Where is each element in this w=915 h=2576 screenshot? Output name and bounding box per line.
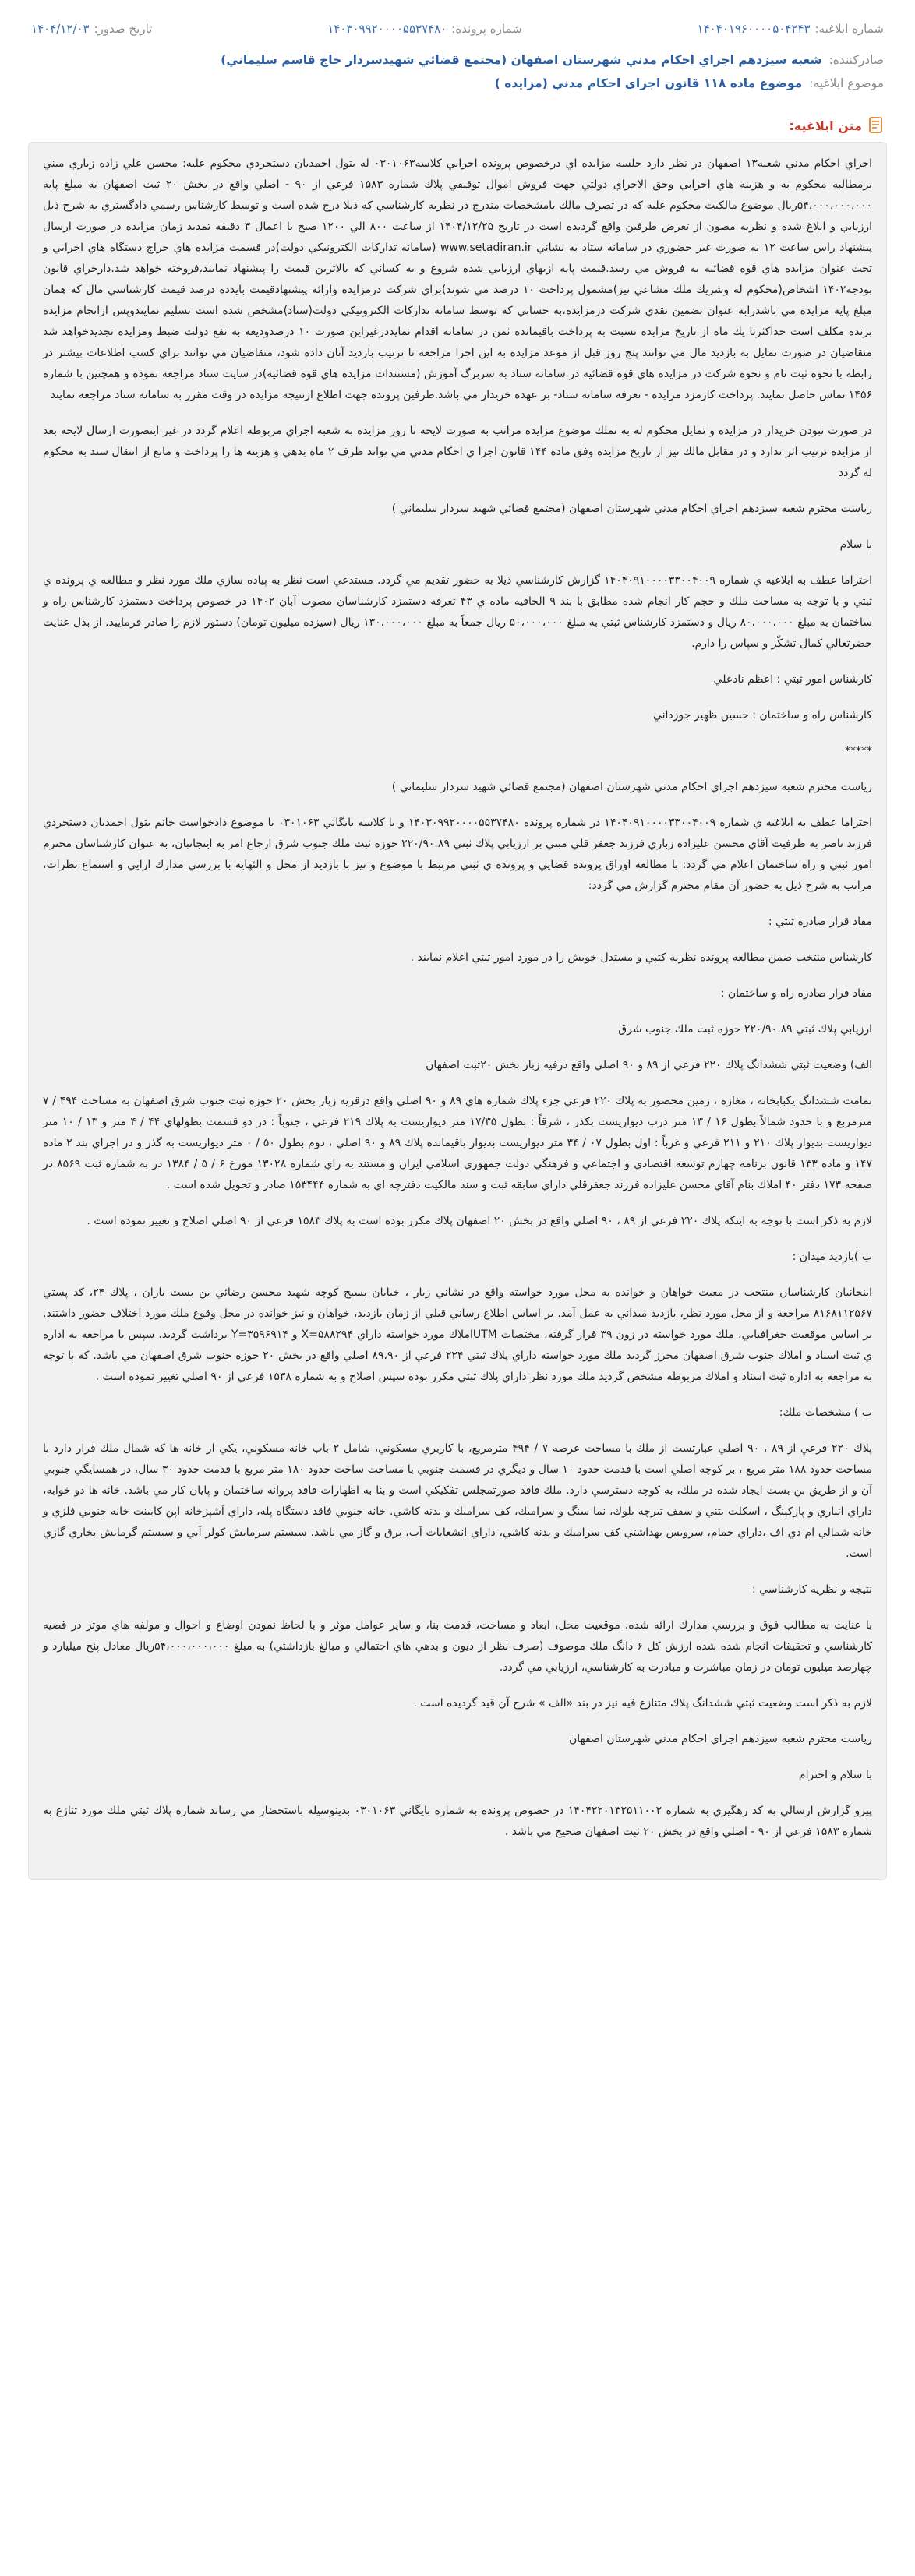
notice-paragraph: ***** [845,745,872,757]
body-title: متن ابلاغیه: [789,118,862,133]
notice-paragraph: اينجانبان كارشناسان منتخب در معيت خواهان و خوانده به محل مورد خواسته واقع در نشاني زبار ، خيابان بسيج كوچه شهيد محسن رضائي بن بست باران ، پلاك ۲۴، كد پستي ۸۱۶۸۱۱۲۵۶۷ مراجعه و از محل مورد نظر، بازديد ميداني به عمل آمد. بر اساس اطلاع رساني قبلي از زمان بازديد، خواهان و نيز خوانده در محل وقوع ملك مورد اختلاف حضور داشتند. بر اساس موقعيت جغرافيايي، ملك مورد خواسته در زون ۳۹ قرار گرفته، مختصات UTMاملاك مورد خواسته داراي X=۵۸۸۲۹۴ و Y=۳۵۹۶۹۱۴ برداشت گرديد. سپس با مراجعه به اداره ي ثبت اسناد و املاك جنوب شرق اصفهان محرز گرديد ملك مورد خواسته داراي پلاك ثبتي ۲۲۴ فرعي از ۸۹،۹۰ اصلي واقع در بخش ۲۰ حوزه جنوب شرق اصفهان مي باشد. كه با توجه به مراجعه به اداره ثبت اسناد و املاك مربوطه مشخص گرديد ملك مورد نظر داراي پلاك ثبتي مكرر بوده سپس اصلاح و به شماره ۱۵۳۸ فرعي از ۹۰ اصلي تغيير نموده است . [43,1286,872,1383]
issuer-label: صادرکننده: [828,53,884,67]
file-number-value: ۱۴۰۳۰۹۹۲۰۰۰۰۵۵۳۷۴۸۰ [327,22,447,36]
notice-paragraph: كارشناس منتخب ضمن مطالعه پرونده نظريه كتبي و مستدل خويش را در مورد امور ثبتي اعلام نمايند . [410,951,872,964]
subject-row [31,72,884,95]
notice-paragraph: با سلام و احترام [798,1769,872,1781]
subject-value: موضوع ماده ۱۱۸ قانون اجراي احكام مدني (مزايده ) [494,76,803,90]
notice-paragraph: احتراما عطف به ابلاغيه ي شماره ۱۴۰۴۰۹۱۰۰۰۰۳۳۰۰۴۰۰۹ در شماره پرونده ۱۴۰۳۰۹۹۲۰۰۰۰۵۵۳۷۴۸۰ و با كلاسه بايگاني ۰۳۰۱۰۶۳ با موضوع دادخواست خانم بتول احمديان دستجردي فرزند ناصر به طرفيت آقاي محسن عليزاده زباري فرزند جعفر قلي مبني بر ارزيابي پلاك ثبتي ۲۲۰/۹۰.۸۹ حوزه ثبت ملك جنوب شرق ارجاع امر به اينجانبان، به عنوان كارشناسان محترم امور ثبتي و راه ساختمان اعلام مي گردد: با مطالعه اوراق پرونده قضايي و پرونده ي ثبتي مرتبط با موضوع و نيز با بازديد از محل و الئهايه با بررسي مدارك ارايي و استماع نظرات، مراتب به شرح ذيل به حضور آن مقام محترم گزارش مي گردد: [43,817,872,892]
notice-paragraph: پيرو گزارش ارسالي به كد رهگيري به شماره ۱۴۰۴۲۲۰۱۳۲۵۱۱۰۰۲ در خصوص پرونده به شماره بايگاني ۰۳۰۱۰۶۳ بدينوسيله باستحضار مي رساند شماره پلاك ثبتي ملك مورد تنازع به شماره ۱۵۸۳ فرعي از ۹۰ - اصلي واقع در بخش ۲۰ ثبت اصفهان صحيح مي باشد . [43,1805,872,1838]
notice-paragraph: رياست محترم شعبه سيزدهم اجراي احكام مدني شهرستان اصفهان (مجتمع قضائي شهيد سردار سليماني ) [391,781,872,793]
notice-paragraph: اجراي احكام مدني شعبه۱۳ اصفهان در نظر دارد جلسه مزايده اي درخصوص پرونده اجرايي كلاسه۰۳۰۱۰۶۳ له بتول احمديان دستجردي محكوم عليه: محسن علي زاده زباري مبني برمطالبه محكوم به و هزينه هاي اجرايي وحق الاجراي دولتي جهت فروش اموال توقيفي پلاك شماره ۱۵۸۳ فرعي از ۹۰ - اصلي واقع در بخش ۲۰ ثبت اصفهان به مبلغ پايه ۵۴،۰۰۰،۰۰۰،۰۰۰ريال موضوع مالكيت محكوم عليه كه در تصرف مالك بامشخصات مندرج در نظريه كارشناسي كه ذيلا درج شده است و توسط كارشناس رسمي دادگستري به شرح ذيل ارزيابي و ابلاغ شده و نظريه مصون از تعرض طرفين واقع گرديده است در تاريخ ۱۴۰۴/۱۲/۲۵ از ساعت ۸۰۰ الي ۱۲۰۰ صبح با اعمال ۳ دقيقه تمديد زمان مزايده در صورت ارسال پيشنهاد راس ساعت ۱۲ به صورت غير حضوري در سامانه ستاد به نشاني www.setadiran.ir (سامانه تداركات الكترونيكي دولت)در قسمت مزايده هاي حراج دستگاه هاي اجرايي و تحت عنوان مزايده هاي قوه قضائيه به فروش مي رسد.قيمت پايه ازبهاي ارزيابي شده شروع و به كساني كه بالاترين قيمت را پيشنهاد نمايند،فروخته خواهد شد.دارجراي قانون بودجه۱۴۰۲ اشخاص(محكوم له وشريك ملك مشاعي نيز)مشمول پرداخت ۱۰ درصد مي شوند)براي شركت درمزايده وارائه پيشنهادقيمت بايدده درصد قيمت كارشناسي مال كه همان مبلغ پايه مزايده مي باشدرابه عنوان تضمين نقدي شركت درمزايده،به حسابي كه توسط سامانه تداركات الكترونيكي دولت(ستاد)مشخص شده است تسليم نمايندوپس ازانجام مزايده برنده مكلف است حداكثرتا يك ماه از تاريخ مزايده نسبت به پرداخت باقيمانده ثمن در سامانه اقدام نمايددرغيراين صورت ۱۰ درصدوديعه به نفع دولت ضبط ومزايده تجديدخواهد شد متقاضيان در صورت تمايل به بازديد مال مي توانند پنج روز قبل از موعد مزايده به اين اجرا مراجعه تا ترتيب بازديد آنان داده شود، متقاضيان مي توانند براي كسب اطلاعات بيشتر در رابطه با نحوه ثبت نام و نحوه شركت در مزايده هاي قوه قضائيه در سامانه ستاد به سربرگ آموزش (مستندات مزايده هاي قوه قضائيه)در سايت ستاد مراجعه نموده و همچنين با شماره ۱۴۵۶ تماس حاصل نمايند. پرداخت كارمزد مزايده - تعرفه سامانه ستاد- بر عهده خريدار مي باشد.طرفين پرونده جهت اطلاع ازنتيجه مزايده در وقت مقرر به سامانه ستاد مراجعه نمايند [43,157,873,401]
notice-meta [20,48,895,95]
notice-header-bar [20,17,895,48]
notice-number-label: شماره ابلاغیه: [814,22,884,36]
subject-label: موضوع ابلاغیه: [809,76,884,90]
notice-paragraph: با سلام [839,538,872,551]
file-number-label: شماره پرونده: [451,22,522,36]
notice-paragraph: نتيجه و نظريه كارشناسي : [752,1583,872,1596]
document-icon [868,117,884,134]
notice-paragraph: با عنايت به مطالب فوق و بررسي مدارك ارائه شده، موقعيت محل، ابعاد و مساحت، قدمت بنا، و ساير عوامل موثر و با لحاظ نمودن اوضاع و احوال و مولفه هاي موثر در قضيه كارشناسي و تحقيقات انجام شده شده ارزش كل ۶ دانگ ملك موصوف (صرف نظر از ديون و بدهي هاي احتمالي و مبالغ بازداشتي) به مبلغ ۵۴،۰۰۰،۰۰۰،۰۰۰ريال معادل پنج ميليارد و چهارصد ميليون تومان در زمان مباشرت و مبادرت به كارشناسي، ارزيابي مي گردد. [43,1619,872,1674]
issue-date [31,22,152,36]
notice-paragraph: تمامت ششدانگ يكبابخانه ، مغازه ، زمين محصور به پلاك ۲۲۰ فرعي جزء پلاك شماره هاي ۸۹ و ۹۰ اصلي واقع درقريه زبار بخش ۲۰ حوزه ثبت جنوب شرق اصفهان به مساحت ۴۹۴ / ۷ مترمربع و با حدود شمالاً بطول ۱۶ / ۱۳ متر درب ديواريست بكذر ، شرقاً : بطول ۱۷/۳۵ متر ديواريست به پلاك ۲۱۹ فرعي ، جنوباً : در دو قسمت بطولهاي ۴۴ / ۴ متر و ۱۳ / ۱۰ متر ديواريست بديوار پلاك ۲۱۰ و ۲۱۱ فرعي و غرباً : اول بطول ۰۷ / ۳۴ متر ديواريست بديوار باقيمانده پلاك ۸۹ و ۹۰ اصلي ، دوم بطول ۵۰ / ۰ متر ديواريست به گذر و در اجراي بند ۲ ماده ۱۴۷ و ماده ۱۳۳ قانون برنامه چهارم توسعه اقتصادي و اجتماعي و فرهنگي دولت جمهوري اسلامي ايران و مستند به راي شماره ۱۳۰۲۸ مورخ ۶ / ۵ / ۱۳۸۴ در به شماره ثبت ۸۵۶۹ در صفحه ۱۷۳ دفتر ۴۰ املاك بنام آقاي محسن عليزاده فرزند جعفرقلي داراي سابقه ثبت و سند مالكيت دفترچه اي به شماره ۱۵۳۴۴۴ صادر و تحويل شده است . [43,1095,873,1191]
notice-paragraph: ب ) مشخصات ملك: [779,1406,872,1419]
file-number [327,22,521,36]
notice-number-value: ۱۴۰۴۰۱۹۶۰۰۰۰۵۰۴۲۴۳ [697,22,811,36]
notice-paragraph: مفاد قرار صادره راه و ساختمان : [720,987,872,1000]
notice-paragraph: رياست محترم شعبه سيزدهم اجراي احكام مدني شهرستان اصفهان [569,1733,872,1745]
notice-paragraph: پلاك ۲۲۰ فرعي از ۸۹ ، ۹۰ اصلي عبارتست از ملك با مساحت عرصه ۷ / ۴۹۴ مترمربع، با كاربري مسكوني، شامل ۲ باب خانه مسكوني، يكي از خانه ها كه شمال ملك قرار دارد با مساحت حدود ۱۸۸ متر مربع ، بر كوچه اصلي است با قدمت حدود ۱۰ سال و ديگري در قسمت جنوبي با مساحت ساخت حدود ۱۸۰ متر مربع با قدمت حدود ۳۰ سال، در همسايگي جنوبي آن و از طريق بن بست ايجاد شده در ملك، به كوچه دسترسي دارد. ملك فاقد صورتمجلس تفكيكي است و بنا به اظهارات فاقد پروانه ساختمان و پايان كار مي باشد. خانه ها دو خوابه، داراي انباري و پاركينگ ، اسكلت بتني و سقف تيرچه بلوك، نما سنگ و سراميك، كف سراميك و بدنه كاشي. خانه جنوبي فاقد دستگاه پله، داراي آشپزخانه اپن كابينت خانه جنوبي فلزي و خانه شمالي ام دي اف ،داراي حمام، سرويس بهداشتي كف سراميك و بدنه كاشي، داراي انشعابات آب، برق و گاز مي باشد. سيستم سرمايش كولر آبي و سيستم گرمايش بخاري گازي است. [43,1442,872,1560]
notice-paragraph: لازم به ذكر است با توجه به اينكه پلاك ۲۲۰ فرعي از ۸۹ ، ۹۰ اصلي واقع در بخش ۲۰ اصفهان پلاك مكرر بوده است به پلاك ۱۵۸۳ فرعي از ۹۰ اصلي اصلاح و تغيير نموده است . [87,1215,872,1227]
notice-paragraph: كارشناس امور ثبتي : اعظم نادعلي [713,673,872,686]
notice-paragraph: ب )بازديد ميدان : [792,1251,872,1263]
issue-date-label: تاریخ صدور: [94,22,153,36]
notice-paragraph: مفاد قرار صادره ثبتي : [768,916,872,928]
issuer-value: شعبه سيزدهم اجراي احكام مدني شهرستان اصفهان (مجتمع قضائي شهيدسردار حاج قاسم سليماني) [221,53,822,67]
issuer-row [31,48,884,72]
notice-paragraph: در صورت نبودن خريدار در مزايده و تمايل محكوم له به تملك موضوع مزايده مراتب به صورت لايحه تا روز مزايده به شعبه اجراي مربوطه اعلام گردد در غير اينصورت ارسال لايحه بعد از مزايده ترتيب اثر ندارد و در مقابل مالك نيز از تاريخ مزايده وفق ماده ۱۴۴ قانون اجرا ي احكام مدني مي تواند ظرف ۲ ماه بدهي و هزينه ها را پرداخت و مانع از انتقال سند به محكوم له گردد [43,425,872,479]
issue-date-value: ۱۴۰۴/۱۲/۰۳ [31,22,90,36]
notice-paragraph: كارشناس راه و ساختمان : حسين ظهير جوزداني [652,709,872,722]
body-section-header [20,95,895,142]
notice-paragraph: لازم به ذكر است وضعيت ثبتي ششدانگ پلاك متنازع فيه نيز در بند «الف » شرح آن قيد گرديده است . [413,1697,872,1710]
notice-paragraph: ارزيابي پلاك ثبتي ۲۲۰/۹۰.۸۹ حوزه ثبت ملك جنوب شرق [618,1023,872,1036]
notice-paragraph: احتراما عطف به ابلاغيه ي شماره ۱۴۰۴۰۹۱۰۰۰۰۳۳۰۰۴۰۰۹ گزارش كارشناسي ذيلا به حضور تقديم مي گردد. مستدعي است نظر به پياده سازي ملك مورد نظر و مطالعه ي پرونده ي ثبتي و با توجه به مساحت ملك و حجم كار انجام شده مطابق با بند ۹ الحاقيه ماده ي ۴۳ تعرفه دستمزد كارشناسان مصوب آبان ۱۴۰۲ در خصوص پرداخت دستمزد كارشناس راه و ساختمان به مبلغ ۸۰،۰۰۰،۰۰۰ ريال و دستمزد كارشناس ثبتي به مبلغ ۵۰،۰۰۰،۰۰۰ ريال جمعاً به مبلغ ۱۳۰،۰۰۰،۰۰۰ ريال (سيزده ميليون تومان) دستور لازم را صادر فرماييد. از بذل عنايت حضرتعالي كمال تشكّر و سپاس را دارم. [43,574,872,650]
notice-body [28,142,887,1880]
notice-paragraph: رياست محترم شعبه سيزدهم اجراي احكام مدني شهرستان اصفهان (مجتمع قضائي شهيد سردار سليماني ) [391,503,872,515]
notice-number [698,22,884,36]
notice-paragraph: الف) وضعيت ثبتي ششدانگ پلاك ۲۲۰ فرعي از ۸۹ و ۹۰ اصلي واقع درفيه زبار بخش ۲۰ثبت اصفهان [426,1059,872,1071]
